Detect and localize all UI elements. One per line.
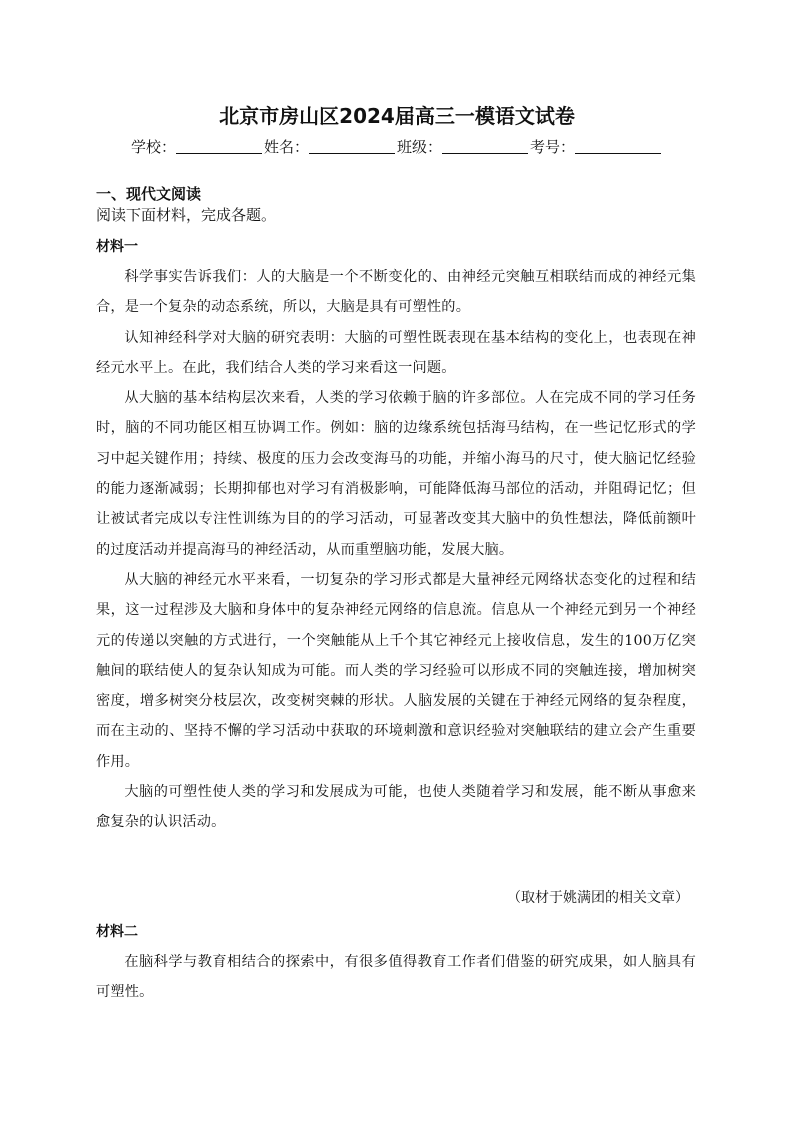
- class-blank: [442, 139, 528, 154]
- section-instruction: 阅读下面材料，完成各题。: [96, 206, 277, 224]
- class-label: 班级：: [397, 138, 443, 156]
- paragraph: 从大脑的神经元水平来看，一切复杂的学习形式都是大量神经元网络状态变化的过程和结果，这一过程涉及大脑和身体中的复杂神经元网络的信息流。信息从一个神经元到另一个神经元的传递以突触的方式进行，一个突触能从上千个其它神经元上接收信息，发生的100万亿突触间的联结使人的复杂认知成为可能。而人类的学习经验可以形成不同的突触连接，增加树突密度，增多树突分枝层次，改变树突棘的形状。人脑发展的关键在于神经元网络的复杂程度，而在主动的、坚持不懈的学习活动中获取的环境刺激和意识经验对突触联结的建立会产生重要作用。: [96, 571, 696, 770]
- material-1-label: 材料一: [96, 239, 138, 255]
- school-blank: [176, 139, 262, 154]
- material-1-body: [96, 262, 696, 838]
- material-2-body: [96, 947, 696, 1008]
- student-info-line: [0, 136, 794, 157]
- paragraph: 从大脑的基本结构层次来看，人类的学习依赖于脑的许多部位。人在完成不同的学习任务时，脑的不同功能区相互协调工作。例如：脑的边缘系统包括海马结构，在一些记忆形式的学习中起关键作用；持续、极度的压力会改变海马的功能，并缩小海马的尺寸，使大脑记忆经验的能力逐渐减弱；长期抑郁也对学习有消极影响，可能降低海马部位的活动，并阻碍记忆；但让被试者完成以专注性训练为目的的学习活动，可显著改变其大脑中的负性想法，降低前额叶的过度活动并提高海马的神经活动，从而重塑脑功能，发展大脑。: [96, 390, 696, 558]
- material-1-source: （取材于姚满团的相关文章）: [507, 890, 689, 906]
- section-heading: 一、现代文阅读: [96, 185, 202, 203]
- paragraph: 认知神经科学对大脑的研究表明：大脑的可塑性既表现在基本结构的变化上，也表现在神经元水平上。在此，我们结合人类的学习来看这一问题。: [96, 329, 696, 376]
- name-blank: [309, 139, 395, 154]
- school-label: 学校：: [130, 138, 176, 156]
- exam-no-blank: [575, 139, 661, 154]
- name-label: 姓名：: [263, 138, 309, 156]
- material-2-label: 材料二: [96, 924, 138, 940]
- paragraph: 大脑的可塑性使人类的学习和发展成为可能，也使人类随着学习和发展，能不断从事愈来愈复杂的认识活动。: [96, 784, 696, 831]
- exam-title: 北京市房山区2024届高三一模语文试卷: [219, 104, 575, 128]
- paragraph: 在脑科学与教育相结合的探索中，有很多值得教育工作者们借鉴的研究成果，如人脑具有可塑性。: [96, 954, 696, 1001]
- exam-no-label: 考号：: [530, 138, 576, 156]
- paragraph: 科学事实告诉我们：人的大脑是一个不断变化的、由神经元突触互相联结而成的神经元集合，是一个复杂的动态系统，所以，大脑是具有可塑性的。: [96, 269, 696, 316]
